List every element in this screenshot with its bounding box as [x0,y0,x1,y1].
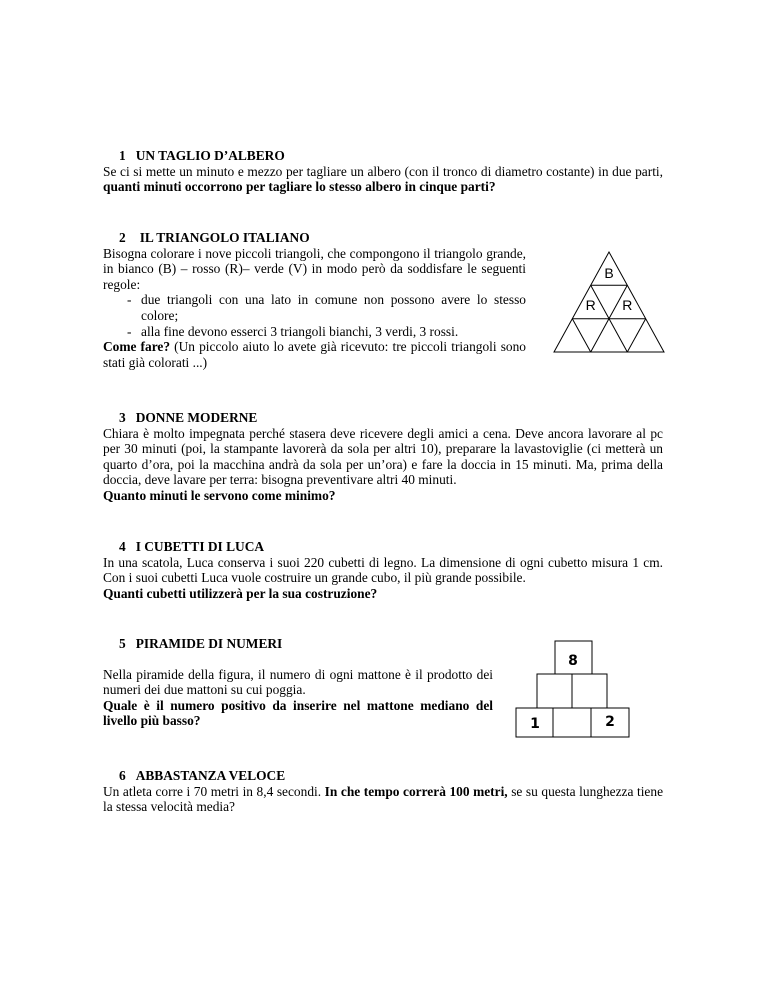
section-number: 4 [119,539,126,554]
section-number: 3 [119,410,126,425]
text-plain: Se ci si mette un minuto e mezzo per tagliare un albero (con il tronco di diametro costante) in due parti, [103,163,663,179]
section-intro: Bisogna colorare i nove piccoli triangoli, che compongono il triangolo grande, in bianco (B) – rosso (R)– verde (V) in modo però da soddisfare le seguenti regole: [103,245,526,292]
section-title-text: I CUBETTI DI LUCA [135,539,265,554]
section-1 [103,148,663,195]
section-title-text: ABBASTANZA VELOCE [135,768,286,783]
question-bold: Quale è il numero positivo da inserire nel mattone mediano del livello più basso? [103,697,493,729]
section-title-text: IL TRIANGOLO ITALIANO [139,230,310,245]
triangle-label-left: R [585,297,596,313]
section-title [103,410,663,426]
question-rest: (Un piccolo aiuto lo avete già ricevuto: tre piccoli triangoli sono stati già colorati ...) [103,339,526,370]
section-text: In una scatola, Luca conserva i suoi 220 cubetti di legno. La dimensione di ogni cubetto misura 1 cm. Con i suoi cubetti Luca vuole costruire un grande cubo, il più grande possibile. [103,554,663,586]
question-bold: Quanti cubetti utilizzerà per la sua costruzione? [103,585,378,601]
section-question [103,586,663,602]
pyramid-bottom-left-number: 1 [530,716,540,732]
question-bold: Quanto minuti le servono come minimo? [103,487,336,503]
text-bold: quanti minuti occorrono per tagliare lo stesso albero in cinque parti? [103,179,496,195]
triangle-label-top: B [604,265,614,281]
section-number: 2 [119,230,126,245]
text-bold: In che tempo correrà 100 metri, [324,783,508,799]
section-question [103,488,663,504]
rules-list [103,292,526,339]
text-plain: Un atleta corre i 70 metri in 8,4 secondi. [103,783,325,799]
section-body [103,667,493,729]
section-title [103,768,663,784]
section-title-text: UN TAGLIO D’ALBERO [135,148,285,163]
section-4 [103,539,663,601]
section-question [103,698,493,729]
pyramid-bottom-right-number: 2 [605,714,615,730]
section-title-text: DONNE MODERNE [135,410,258,425]
section-title-text: PIRAMIDE DI NUMERI [135,636,283,651]
triangle-label-right: R [622,297,633,313]
section-text [103,164,663,195]
rule-item: - alla fine devono esserci 3 triangoli bianchi, 3 verdi, 3 rossi. [103,324,526,340]
section-title [103,230,663,246]
section-3 [103,410,663,504]
section-title [103,148,663,164]
section-number: 6 [119,768,126,783]
pyramid-top-number: 8 [568,653,578,669]
section-6 [103,768,663,815]
text-plain-end: se su questa lunghezza tiene la stessa velocità media? [103,783,664,815]
rule-item: - due triangoli con una lato in comune non possono avere lo stesso colore; [103,292,526,323]
section-text [103,784,663,815]
section-number: 1 [119,148,126,163]
section-number: 5 [119,636,126,651]
section-body [103,246,526,371]
section-text: Nella piramide della figura, il numero di ogni mattone è il prodotto dei numeri dei due mattoni su cui poggia. [103,666,493,698]
section-title [103,539,663,555]
section-question [103,339,526,370]
question-bold: Come fare? [103,339,171,355]
triangle-figure [550,248,668,356]
section-text: Chiara è molto impegnata perché stasera deve ricevere degli amici a cena. Deve ancora lavorare al pc per 30 minuti (poi, la stampante lavorerà da sola per altri 10), preparare la lavastoviglie (ci metterà un quarto d’ora, poi la macchina andrà da sola per un’ora) e fare la doccia in 15 minuti. Ma, prima della doccia, deve lavare per terra: bisogna preventivare altri 40 minuti. [103,425,663,488]
pyramid-figure [514,639,634,739]
